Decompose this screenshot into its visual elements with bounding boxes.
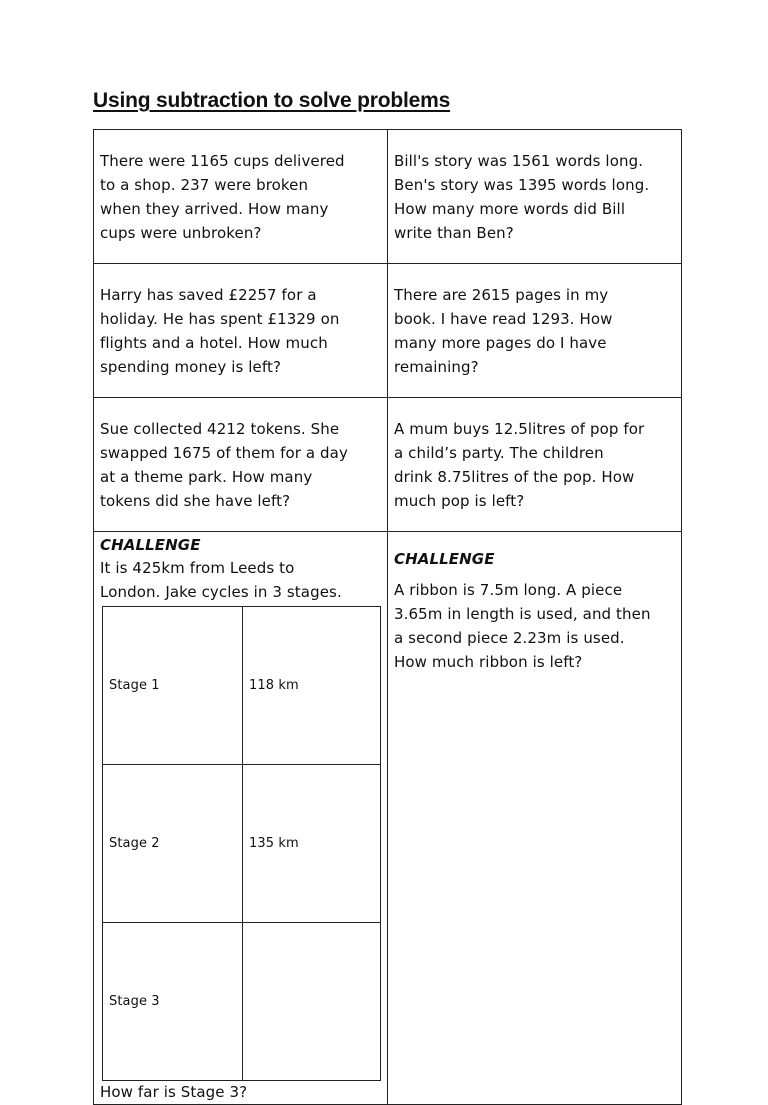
problem-cell-pages bbox=[388, 264, 682, 398]
problem-text: Bill's story was 1561 words long. Ben's story was 1395 words long. How many more words did Bill write than Ben? bbox=[394, 152, 650, 242]
worksheet-title: Using subtraction to solve problems bbox=[93, 89, 451, 112]
problem-cell-pop bbox=[388, 398, 682, 532]
stage-distance bbox=[243, 923, 381, 1081]
problem-text: There are 2615 pages in my book. I have read 1293. How many more pages do I have remaining? bbox=[394, 286, 613, 376]
stage-label: Stage 1 bbox=[103, 607, 243, 765]
stage-row bbox=[103, 923, 381, 1081]
problem-text: Harry has saved £2257 for a holiday. He has spent £1329 on flights and a hotel. How much spending money is left? bbox=[100, 286, 340, 376]
problem-cell-stories bbox=[388, 130, 682, 264]
stage-distance: 118 km bbox=[243, 607, 381, 765]
challenge-heading: CHALLENGE bbox=[100, 536, 201, 554]
stage-row bbox=[103, 765, 381, 923]
challenge-cell-cycling bbox=[94, 532, 388, 1105]
stage-distance: 135 km bbox=[243, 765, 381, 923]
problems-table bbox=[93, 129, 682, 1105]
stage-label: Stage 2 bbox=[103, 765, 243, 923]
stage-label: Stage 3 bbox=[103, 923, 243, 1081]
challenge-text: It is 425km from Leeds to London. Jake cycles in 3 stages. bbox=[100, 559, 342, 601]
stage-row bbox=[103, 607, 381, 765]
challenge-question: How far is Stage 3? bbox=[100, 1083, 248, 1101]
stages-table bbox=[102, 606, 381, 1081]
challenge-cell-ribbon bbox=[388, 532, 682, 1105]
problem-text: Sue collected 4212 tokens. She swapped 1675 of them for a day at a theme park. How many tokens did she have left? bbox=[100, 420, 348, 510]
problem-text: A mum buys 12.5litres of pop for a child’s party. The children drink 8.75litres of the pop. How much pop is left? bbox=[394, 420, 645, 510]
table-row bbox=[94, 398, 682, 532]
table-row bbox=[94, 130, 682, 264]
challenge-text: A ribbon is 7.5m long. A piece 3.65m in length is used, and then a second piece 2.23m is used. How much ribbon is left? bbox=[394, 581, 651, 671]
table-row bbox=[94, 264, 682, 398]
problem-cell-tokens bbox=[94, 398, 388, 532]
problem-cell-holiday bbox=[94, 264, 388, 398]
problem-cell-cups bbox=[94, 130, 388, 264]
table-row bbox=[94, 532, 682, 1105]
challenge-heading: CHALLENGE bbox=[394, 550, 495, 568]
problem-text: There were 1165 cups delivered to a shop. 237 were broken when they arrived. How many cups were unbroken? bbox=[100, 152, 345, 242]
